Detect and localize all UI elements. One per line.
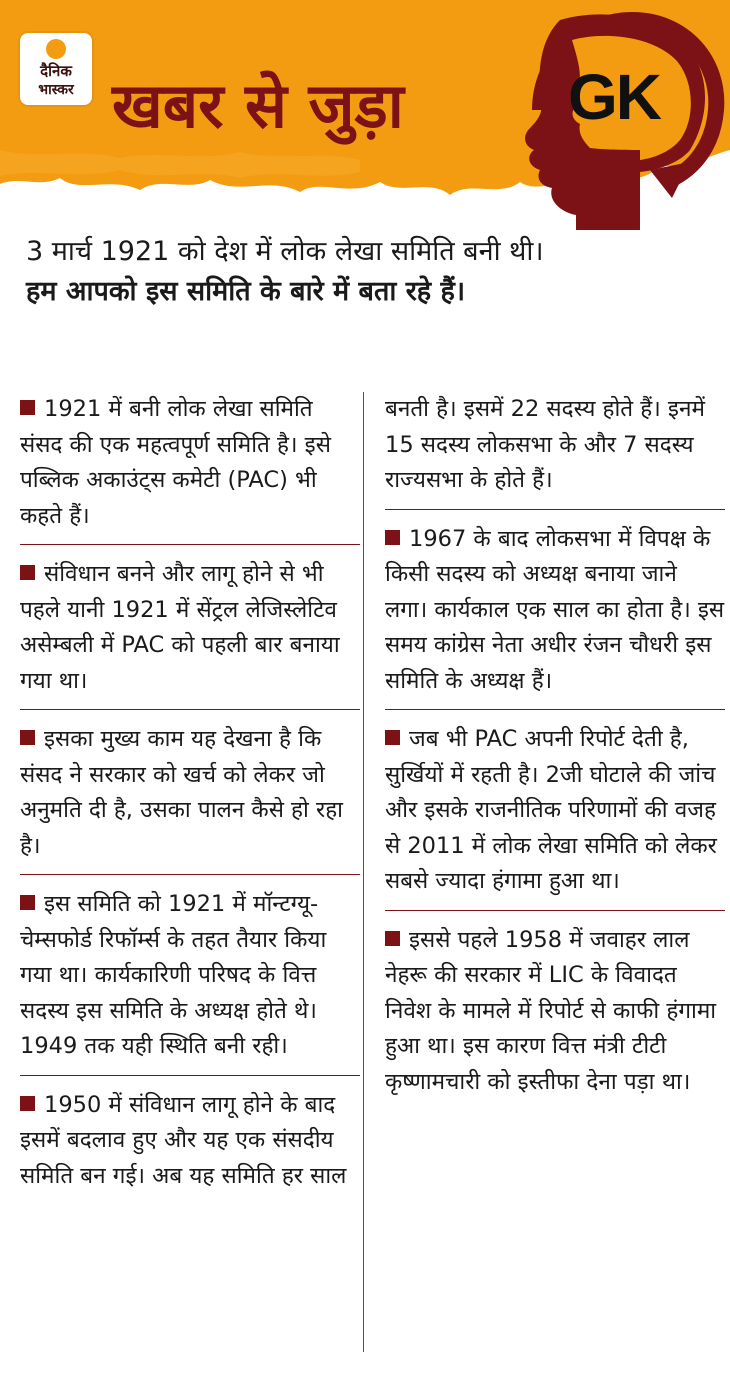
fact-block — [385, 722, 725, 900]
fact-text: 1950 में संविधान लागू होने के बाद इसमें बदलाव हुए और यह एक संसदीय समिति बन गई। अब यह समिति हर साल — [20, 1091, 347, 1189]
intro-plain: 3 मार्च 1921 को देश में लोक लेखा समिति बनी थी। — [26, 236, 544, 267]
sun-icon — [46, 39, 66, 59]
fact-text: इससे पहले 1958 में जवाहर लाल नेहरू की सरकार में LIC के विवादत निवेश के मामले में रिपोर्ट से काफी हंगामा हुआ था। इस कारण वित्त मंत्री टीटी कृष्णामचारी को इस्तीफा देना पड़ा था। — [385, 926, 717, 1095]
block-divider — [20, 874, 360, 875]
fact-text: संविधान बनने और लागू होने से भी पहले यानी 1921 में सेंट्रल लेजिस्लेटिव असेम्बली में PAC को पहली बार बनाया गया था। — [20, 561, 340, 694]
gk-label: GK — [568, 61, 660, 133]
fact-text: 1967 के बाद लोकसभा में विपक्ष के किसी सदस्य को अध्यक्ष बनाया जाने लगा। कार्यकाल एक साल का होता है। इस समय कांग्रेस नेता अधीर रंजन चौधरी इस समिति के अध्यक्ष हैं। — [385, 525, 725, 694]
fact-text: बनती है। इसमें 22 सदस्य होते हैं। इनमें 15 सदस्य लोकसभा के और 7 सदस्य राज्यसभा के होते हैं। — [385, 396, 705, 493]
fact-text: 1921 में बनी लोक लेखा समिति संसद की एक महत्वपूर्ण समिति है। इसे पब्लिक अकाउंट्स कमेटी (PAC) भी कहते हैं। — [20, 396, 331, 529]
bullet-square-icon — [20, 400, 35, 415]
logo-line-2: भास्कर — [38, 82, 74, 98]
bullet-square-icon — [385, 530, 400, 545]
left-column — [20, 392, 360, 1194]
bullet-square-icon — [20, 1096, 35, 1111]
intro-bold: हम आपको इस समिति के बारे में बता रहे हैं। — [26, 276, 466, 307]
block-divider — [20, 709, 360, 710]
block-divider — [385, 709, 725, 710]
block-divider — [385, 910, 725, 911]
right-column — [385, 392, 725, 1100]
fact-block — [20, 557, 360, 699]
series-number: 2 — [593, 275, 623, 333]
block-divider — [20, 1075, 360, 1076]
bullet-square-icon — [20, 565, 35, 580]
bullet-square-icon — [20, 895, 35, 910]
bullet-square-icon — [385, 730, 400, 745]
fact-block — [20, 392, 360, 534]
dainik-bhaskar-logo — [20, 33, 92, 105]
bullet-square-icon — [20, 730, 35, 745]
fact-block — [385, 522, 725, 700]
fact-block-continued — [385, 392, 725, 499]
bullet-square-icon — [385, 931, 400, 946]
fact-block — [20, 887, 360, 1065]
header-banner — [0, 0, 730, 230]
fact-block — [385, 923, 725, 1101]
page-title: खबर से जुड़ा — [112, 69, 404, 142]
fact-text: इस समिति को 1921 में मॉन्टग्यू-चेम्सफोर्ड रिफॉर्म्स के तहत तैयार किया गया था। कार्यकारिणी परिषद के वित्त सदस्य इस समिति के अध्यक्ष होते थे। 1949 तक यही स्थिति बनी रही। — [20, 891, 327, 1059]
fact-text: जब भी PAC अपनी रिपोर्ट देती है, सुर्खियों में रहती है। 2जी घोटाले की जांच और इसके राजनीतिक परिणामों की वजह से 2011 में लोक लेखा समिति को लेकर सबसे ज्यादा हंगामा हुआ था। — [385, 726, 717, 894]
fact-block — [20, 722, 360, 864]
fact-block — [20, 1088, 360, 1195]
logo-line-1: दैनिक — [40, 62, 72, 80]
column-divider — [363, 392, 364, 1352]
intro-text — [26, 232, 546, 312]
block-divider — [385, 509, 725, 510]
block-divider — [20, 544, 360, 545]
fact-text: इसका मुख्य काम यह देखना है कि संसद ने सरकार को खर्च को लेकर जो अनुमति दी है, उसका पालन कैसे हो रहा है। — [20, 726, 343, 859]
